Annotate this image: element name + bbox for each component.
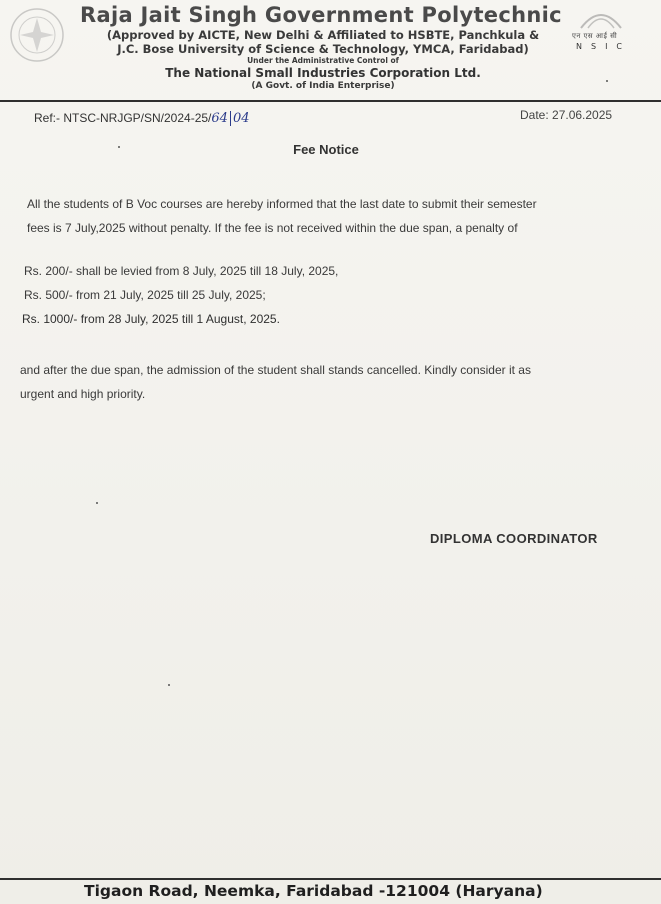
header-divider <box>0 100 661 102</box>
footer-divider <box>0 878 661 880</box>
nsic-logo <box>566 6 638 66</box>
reference-number <box>34 111 249 126</box>
approval-line-2: J.C. Bose University of Science & Technology, YMCA, Faridabad) <box>117 42 529 56</box>
reference-prefix: Ref:- NTSC-NRJGP/SN/2024-25/ <box>34 111 212 125</box>
paragraph-intro-line-2: fees is 7 July,2025 without penalty. If the fee is not received within the due span, a penalty of <box>27 221 518 235</box>
institute-name: Raja Jait Singh Government Polytechnic <box>80 3 562 27</box>
approval-line-1: (Approved by AICTE, New Delhi & Affiliated to HSBTE, Panchkula & <box>106 28 540 42</box>
handwritten-ref-b: 04 <box>232 111 250 126</box>
paragraph-closing-line-1: and after the due span, the admission of the student shall stands cancelled. Kindly consider it as <box>20 363 531 377</box>
govt-enterprise-text: (A Govt. of India Enterprise) <box>251 81 395 91</box>
paragraph-closing-line-2: urgent and high priority. <box>20 387 146 401</box>
paragraph-intro <box>27 192 637 240</box>
handwritten-ref-a: 64 <box>211 111 231 126</box>
signatory-title: DIPLOMA COORDINATOR <box>430 531 598 546</box>
notice-title: Fee Notice <box>293 142 359 157</box>
penalty-line-2: Rs. 500/- from 21 July, 2025 till 25 July, 2025; <box>24 288 266 302</box>
administrative-control-text: Under the Administrative Control of <box>247 56 399 65</box>
scan-speck <box>606 80 608 82</box>
penalty-line-1: Rs. 200/- shall be levied from 8 July, 2025 till 18 July, 2025, <box>24 264 339 278</box>
nsic-letters-text: NSIC <box>576 42 632 51</box>
corporation-name: The National Small Industries Corporation Ltd. <box>165 66 481 80</box>
paragraph-closing <box>20 358 645 406</box>
approval-text <box>88 28 558 56</box>
footer-address: Tigaon Road, Neemka, Faridabad -121004 (Haryana) <box>84 882 543 900</box>
notice-date: Date: 27.06.2025 <box>520 108 613 122</box>
nsic-emblem-icon <box>576 6 626 30</box>
paragraph-intro-line-1: All the students of B Voc courses are hereby informed that the last date to submit their semester <box>27 197 537 211</box>
scan-speck <box>168 684 170 686</box>
scan-speck <box>96 502 98 504</box>
scan-speck <box>118 146 120 148</box>
emblem-logo-icon <box>6 4 68 66</box>
penalty-line-3: Rs. 1000/- from 28 July, 2025 till 1 August, 2025. <box>22 312 280 326</box>
nsic-hindi-text: एन एस आई सी <box>572 32 618 40</box>
